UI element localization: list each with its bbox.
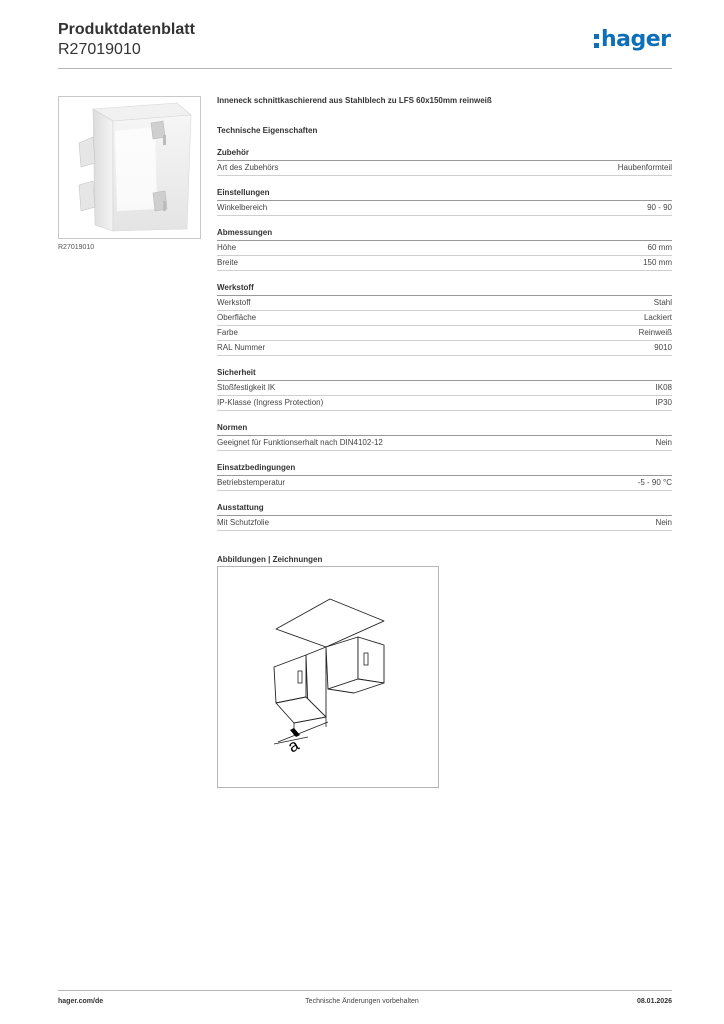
property-label: Art des Zubehörs [217, 163, 279, 172]
property-row [217, 341, 672, 356]
property-group [217, 463, 672, 491]
property-value: IP30 [655, 398, 672, 407]
property-value: -5 - 90 °C [637, 478, 672, 487]
property-row [217, 516, 672, 531]
property-group-title: Abmessungen [217, 228, 672, 241]
property-group-title: Zubehör [217, 148, 672, 161]
property-group [217, 503, 672, 531]
property-value: Stahl [653, 298, 672, 307]
property-label: Betriebstemperatur [217, 478, 286, 487]
footer-divider [58, 990, 672, 991]
property-row [217, 396, 672, 411]
technical-properties-title: Technische Eigenschaften [217, 126, 318, 135]
property-row [217, 241, 672, 256]
hager-logo[interactable] [594, 28, 671, 52]
property-row [217, 436, 672, 451]
logo-text: hager [601, 27, 671, 52]
logo-dots-icon [594, 34, 599, 48]
property-group-title: Einstellungen [217, 188, 672, 201]
property-group [217, 188, 672, 216]
property-label: Werkstoff [217, 298, 251, 307]
product-details [217, 96, 672, 565]
property-groups [217, 148, 672, 531]
property-value: 60 mm [647, 243, 672, 252]
property-group [217, 283, 672, 356]
property-label: Mit Schutzfolie [217, 518, 270, 527]
inner-corner-drawing-icon [218, 567, 438, 787]
property-label: Farbe [217, 328, 238, 337]
property-row [217, 326, 672, 341]
property-value: Nein [655, 438, 672, 447]
property-group [217, 148, 672, 176]
property-row [217, 256, 672, 271]
figures-title: Abbildungen | Zeichnungen [217, 555, 323, 564]
dimension-label: a [284, 735, 303, 757]
article-number: R27019010 [58, 41, 141, 58]
property-label: Winkelbereich [217, 203, 268, 212]
document-header [58, 20, 195, 60]
footer-date: 08.01.2026 [636, 998, 672, 1005]
footer-notice: Technische Änderungen vorbehalten [305, 998, 419, 1005]
property-row [217, 476, 672, 491]
property-value: 150 mm [643, 258, 672, 267]
property-group-title: Ausstattung [217, 503, 672, 516]
property-group [217, 228, 672, 271]
property-group-title: Sicherheit [217, 368, 672, 381]
property-row [217, 161, 672, 176]
property-row [217, 201, 672, 216]
property-row [217, 311, 672, 326]
property-group-title: Normen [217, 423, 672, 436]
product-image [58, 96, 201, 239]
property-value: Reinweiß [638, 328, 672, 337]
property-value: Lackiert [643, 313, 672, 322]
property-group [217, 368, 672, 411]
property-value: Haubenformteil [617, 163, 672, 172]
property-label: RAL Nummer [217, 343, 266, 352]
header-divider [58, 68, 672, 69]
property-row [217, 381, 672, 396]
property-value: IK08 [655, 383, 672, 392]
property-label: Oberfläche [217, 313, 257, 322]
property-label: IP-Klasse (Ingress Protection) [217, 398, 324, 407]
inner-corner-photo-icon [59, 97, 200, 238]
property-label: Stoßfestigkeit IK [217, 383, 276, 392]
product-image-caption: R27019010 [58, 244, 95, 251]
product-description: Inneneck schnittkaschierend aus Stahlblech zu LFS 60x150mm reinweiß [217, 96, 492, 105]
property-group [217, 423, 672, 451]
property-value: 9010 [654, 343, 672, 352]
property-label: Geeignet für Funktionserhalt nach DIN4102-12 [217, 438, 383, 447]
property-group-title: Einsatzbedingungen [217, 463, 672, 476]
property-label: Höhe [217, 243, 237, 252]
property-value: 90 - 90 [647, 203, 672, 212]
property-row [217, 296, 672, 311]
footer-website-link[interactable]: hager.com/de [58, 998, 104, 1005]
document-title: Produktdatenblatt [58, 21, 195, 38]
property-group-title: Werkstoff [217, 283, 672, 296]
property-value: Nein [655, 518, 672, 527]
property-label: Breite [217, 258, 238, 267]
technical-drawing [217, 566, 439, 788]
